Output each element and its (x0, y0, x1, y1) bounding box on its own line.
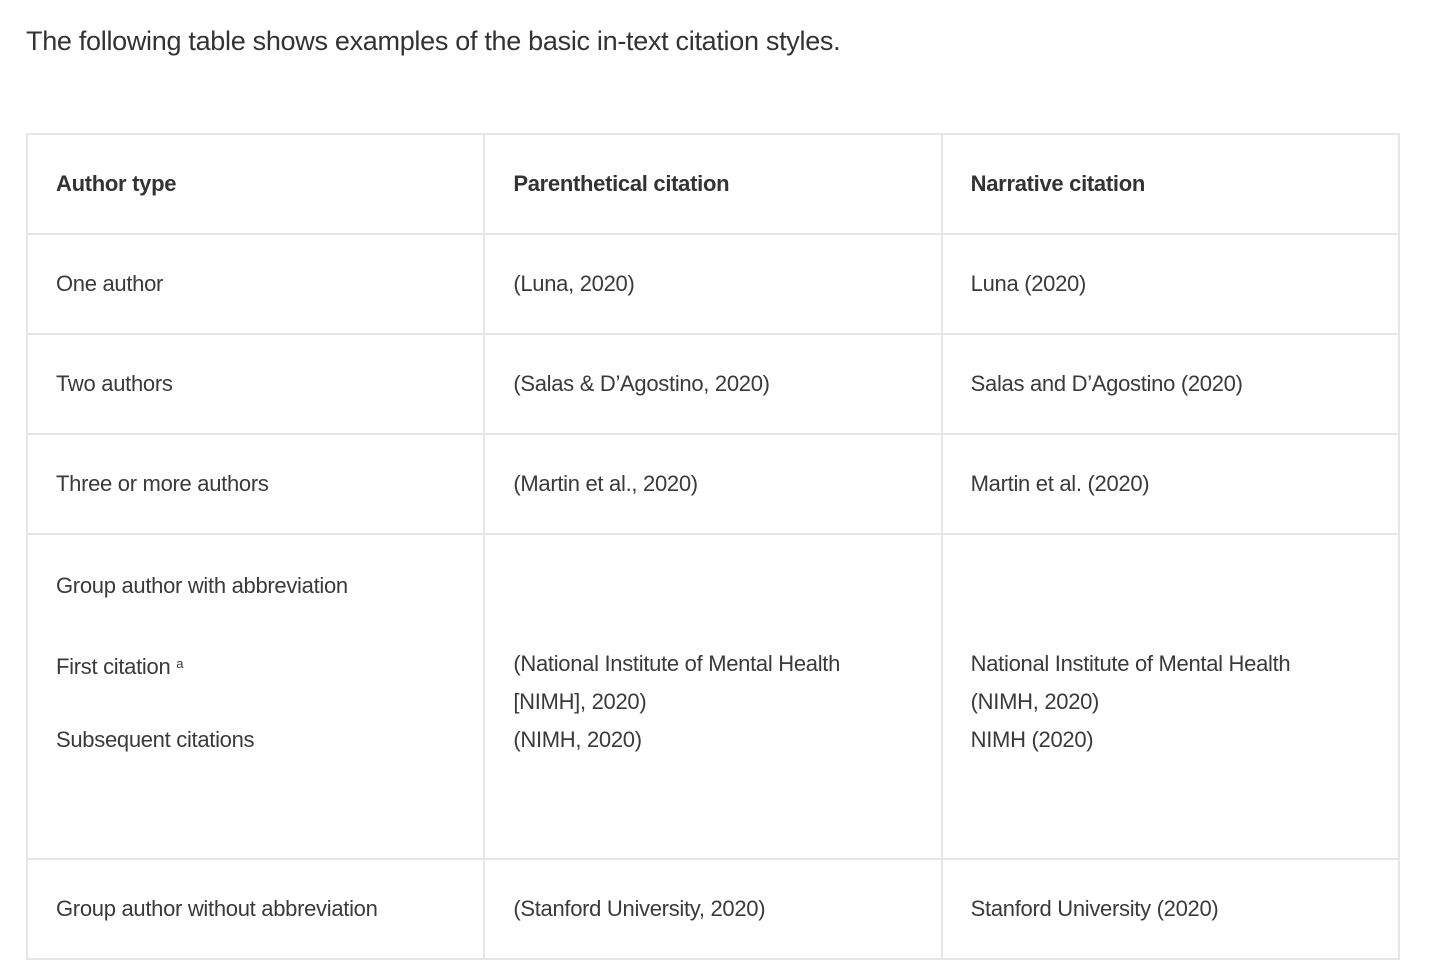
cell-parenthetical (484, 534, 941, 859)
first-narrative-line1: National Institute of Mental Health (970, 651, 1291, 676)
intro-text: The following table shows examples of the basic in-text citation styles. (26, 26, 841, 56)
cell-parenthetical: (Martin et al., 2020) (484, 434, 941, 534)
first-citation-text: First citation (56, 654, 171, 679)
cell-narrative: Martin et al. (2020) (942, 434, 1399, 534)
first-narrative-line2: (NIMH, 2020) (970, 689, 1100, 714)
table-row (27, 334, 1399, 434)
cell-narrative (942, 534, 1399, 859)
table-row (27, 234, 1399, 334)
table-row (27, 859, 1399, 959)
table-row (27, 434, 1399, 534)
header-parenthetical: Parenthetical citation (484, 134, 941, 234)
cell-narrative: Luna (2020) (942, 234, 1399, 334)
table-header-row (27, 134, 1399, 234)
cell-parenthetical: (Stanford University, 2020) (484, 859, 941, 959)
cell-author-type: Two authors (27, 334, 484, 434)
first-parenthetical (513, 645, 912, 721)
first-parenthetical-line1: (National Institute of Mental Health (513, 651, 841, 676)
first-citation-label (56, 645, 455, 721)
citation-styles-table (26, 133, 1400, 960)
cell-parenthetical: (Luna, 2020) (484, 234, 941, 334)
footnote-marker: a (176, 656, 184, 671)
first-narrative (971, 645, 1370, 721)
cell-parenthetical: (Salas & D’Agostino, 2020) (484, 334, 941, 434)
group-title: Group author with abbreviation (56, 573, 348, 598)
cell-author-type: Group author without abbreviation (27, 859, 484, 959)
subsequent-narrative: NIMH (2020) (970, 727, 1094, 752)
cell-author-type: Three or more authors (27, 434, 484, 534)
table-row-group-author (27, 534, 1399, 859)
header-author-type: Author type (27, 134, 484, 234)
cell-author-type: One author (27, 234, 484, 334)
first-parenthetical-line2: [NIMH], 2020) (513, 689, 647, 714)
header-narrative: Narrative citation (942, 134, 1399, 234)
cell-author-type (27, 534, 484, 859)
subsequent-parenthetical: (NIMH, 2020) (513, 727, 642, 752)
subsequent-citations-label: Subsequent citations (56, 727, 255, 752)
cell-narrative: Stanford University (2020) (942, 859, 1399, 959)
cell-narrative: Salas and D’Agostino (2020) (942, 334, 1399, 434)
